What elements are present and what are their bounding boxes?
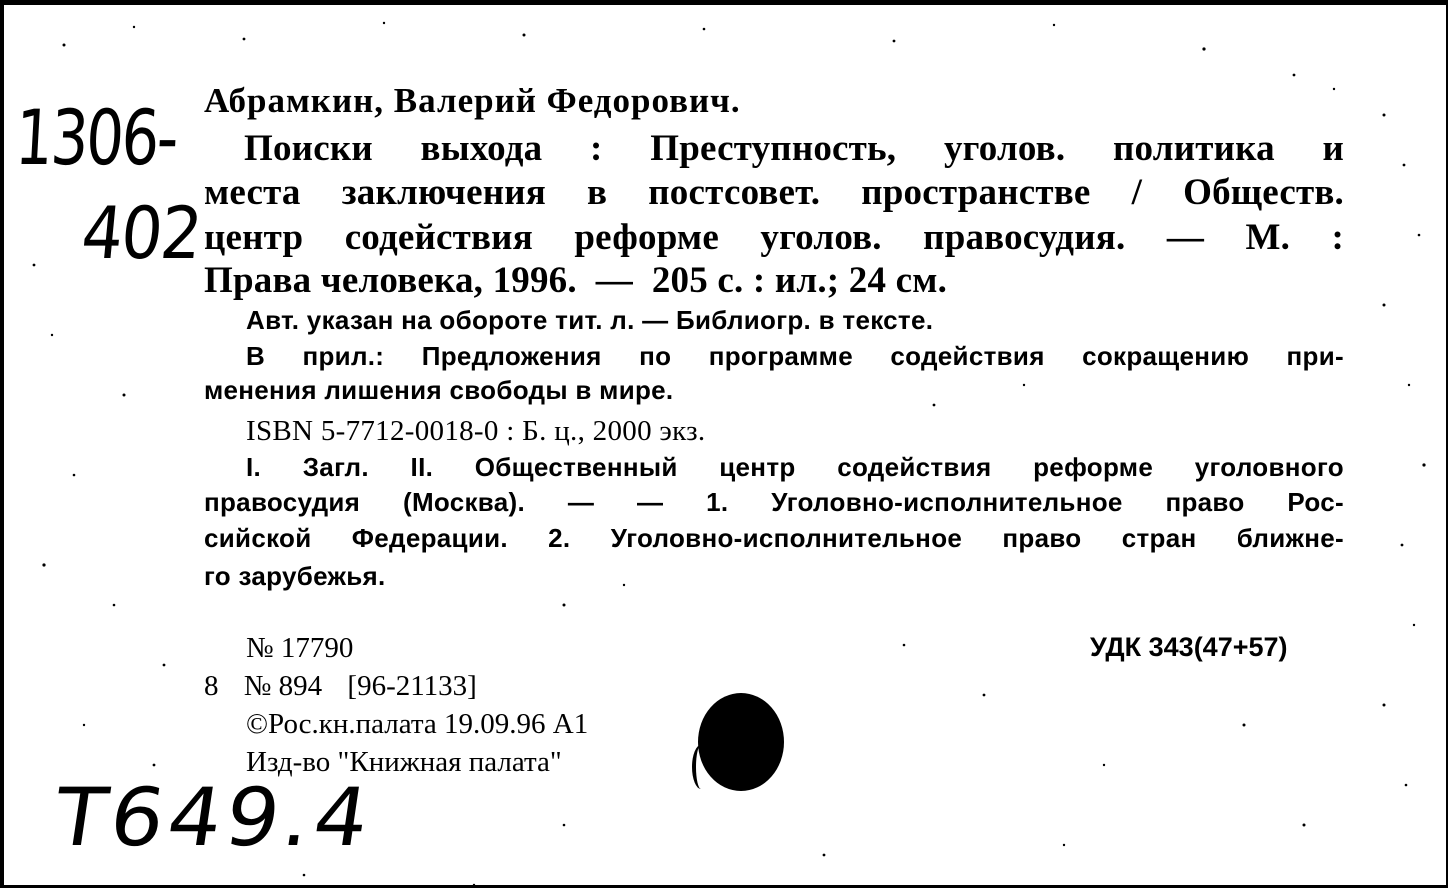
handwritten-inventory-mark: T649.4 xyxy=(48,771,379,864)
isbn-line: ISBN 5-7712-0018-0 : Б. ц., 2000 экз. xyxy=(246,415,706,447)
title-word: политика xyxy=(1113,128,1275,169)
note-appendix-line-2: менения лишения свободы в мире. xyxy=(204,375,674,405)
tracing-word: содействия xyxy=(837,452,992,482)
punch-hole-edge xyxy=(692,745,710,789)
tracing-word: Уголовно-исполнительное xyxy=(771,487,1123,517)
note-appendix-line-1 xyxy=(246,341,1344,372)
tracing-word: сийской xyxy=(204,523,312,553)
author-heading: Абрамкин, Валерий Федорович. xyxy=(204,81,741,120)
tracing-word: — xyxy=(636,487,664,517)
title-word: уголов. xyxy=(943,128,1066,169)
title-word: Преступность, xyxy=(650,128,897,169)
note-word: В xyxy=(246,341,266,371)
tracing-word: центр xyxy=(719,452,796,482)
title-word: / xyxy=(1131,172,1143,213)
card-number-code: [96-21133] xyxy=(347,670,477,702)
tracing-word: Уголовно-исполнительное xyxy=(610,523,963,553)
note-word: прил.: xyxy=(302,341,385,371)
tracing-word: правосудия xyxy=(204,487,361,517)
copyright-line: ©Рос.кн.палата 19.09.96 А1 xyxy=(246,708,589,740)
tracing-word: Загл. xyxy=(302,452,369,482)
title-line-2 xyxy=(204,171,1344,214)
udk-classification: УДК 343(47+57) xyxy=(1090,632,1288,662)
card-number-prefix: 8 xyxy=(204,670,219,702)
card-number: № 894 xyxy=(243,670,323,702)
tracing-word: I. xyxy=(246,452,262,482)
note-word: Предложения xyxy=(421,341,602,371)
tracing-word: (Москва). xyxy=(402,487,525,517)
title-word: правосудия. xyxy=(923,217,1126,258)
tracing-word: стран xyxy=(1121,523,1197,553)
tracing-word: уголовного xyxy=(1194,452,1344,482)
tracing-line-2 xyxy=(204,487,1344,518)
title-word: заключения xyxy=(341,172,546,213)
imprint-line: Права человека, 1996. — 205 с. : ил.; 24 см. xyxy=(204,260,948,301)
tracing-word: — xyxy=(567,487,595,517)
title-word: постсовет. xyxy=(648,172,821,213)
title-word: центр xyxy=(204,217,304,258)
note-word: программе xyxy=(708,341,853,371)
title-word: : xyxy=(590,128,603,169)
title-line-1 xyxy=(244,127,1344,170)
title-word: содействия xyxy=(344,217,533,258)
note-author-bibliography: Авт. указан на обороте тит. л. — Библиогр. в тексте. xyxy=(246,305,934,335)
title-word: пространстве xyxy=(861,172,1091,213)
tracing-word: право xyxy=(1002,523,1082,553)
tracing-line-3 xyxy=(204,523,1344,554)
tracing-word: право xyxy=(1165,487,1245,517)
tracing-word: Рос- xyxy=(1287,487,1344,517)
title-word: Обществ. xyxy=(1183,172,1344,213)
note-word: при- xyxy=(1286,341,1344,371)
title-word: уголов. xyxy=(760,217,882,258)
title-word: — xyxy=(1166,217,1205,258)
card-number-line xyxy=(204,670,477,703)
punch-hole-blot xyxy=(698,693,784,791)
title-word: : xyxy=(1331,217,1344,258)
tracing-word: Федерации. xyxy=(351,523,508,553)
title-word: Поиски xyxy=(244,128,373,169)
title-word: и xyxy=(1322,128,1344,169)
note-word: содействия xyxy=(890,341,1045,371)
tracing-word: 2. xyxy=(548,523,571,553)
handwritten-call-number-top: 1306- xyxy=(13,93,179,182)
tracing-word: реформе xyxy=(1033,452,1154,482)
title-word: в xyxy=(587,172,608,213)
title-line-3 xyxy=(204,216,1344,259)
tracing-word: 1. xyxy=(706,487,729,517)
publisher-line: Изд-во "Книжная палата" xyxy=(246,746,562,778)
tracing-word: II. xyxy=(410,452,434,482)
title-word: места xyxy=(204,172,301,213)
title-word: выхода xyxy=(420,128,543,169)
tracing-word: Общественный xyxy=(474,452,678,482)
handwritten-call-number-bottom: 402 xyxy=(78,191,205,275)
tracing-word: ближне- xyxy=(1236,523,1344,553)
record-number: № 17790 xyxy=(246,632,354,664)
note-word: сокращению xyxy=(1082,341,1250,371)
tracing-line-1 xyxy=(246,452,1344,483)
note-word: по xyxy=(639,341,672,371)
title-word: реформе xyxy=(574,217,719,258)
title-word: М. xyxy=(1245,217,1291,258)
tracing-line-4: го зарубежья. xyxy=(204,561,386,591)
